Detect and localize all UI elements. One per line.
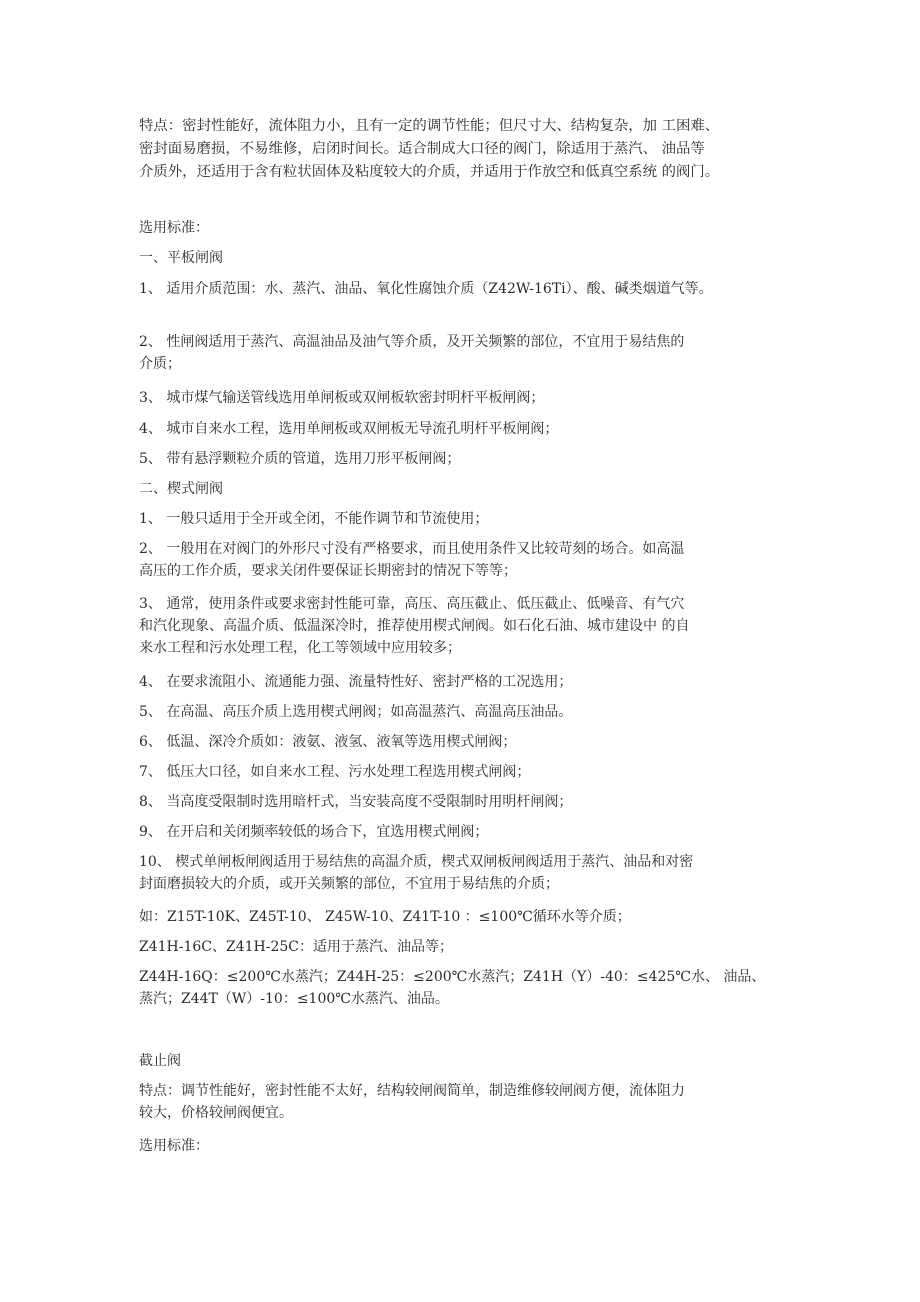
selection-heading: 选用标准： [139,220,209,236]
gate-valve-features [139,115,719,184]
model-line: 如：Z15T-10K、Z45T-10、 Z45W-10、Z41T-10 ：≤100℃循环水等介质； [139,909,631,925]
list-item: 4、 城市自来水工程，选用单闸板或双闸板无导流孔明杆平板闸阀； [139,421,559,437]
globe-valve-title: 截止阀 [139,1053,181,1069]
list-item: 2、 一般用在对阀门的外形尺寸没有严格要求，而且使用条件又比较苛刻的场合。如高温 高压的工作介质，要求关闭件要保证长期密封的情况下等等； [139,541,685,579]
list-item: 8、 当高度受限制时选用暗杆式，当安装高度不受限制时用明杆闸阀； [139,794,573,810]
paragraph-line: 特点：密封性能好，流体阻力小，且有一定的调节性能；但尺寸大、结构复杂，加 工困难、 [139,118,720,134]
list-item: 4、 在要求流阻小、流通能力强、流量特性好、密封严格的工况选用； [139,674,573,690]
paragraph-line: 介质外，还适用于含有粒状固体及粘度较大的介质，并适用于作放空和低真空系统 的阀门。 [139,164,720,180]
wedge-gate-heading: 二、楔式闸阀 [139,481,223,497]
list-item: 3、 城市煤气输送管线选用单闸板或双闸板软密封明杆平板闸阀； [139,390,545,406]
list-item: 7、 低压大口径，如自来水工程、污水处理工程选用楔式闸阀； [139,764,531,780]
list-item: 6、 低温、深冷介质如：液氨、液氢、液氧等选用楔式闸阀； [139,734,517,750]
list-item: 10、 楔式单闸板闸阀适用于易结焦的高温介质，楔式双闸板闸阀适用于蒸汽、油品和对密 封面磨损较大的介质，或开关频繁的部位，不宜用于易结焦的介质； [139,854,694,892]
globe-selection-heading: 选用标准： [139,1138,209,1154]
paragraph-line: 密封面易磨损，不易维修，启闭时间长。适合制成大口径的阀门，除适用于蒸汽、 油品等 [139,141,705,157]
globe-valve-features: 特点：调节性能好，密封性能不太好，结构较闸阀简单，制造维修较闸阀方便，流体阻力 较大，价格较闸阀便宜。 [139,1083,685,1121]
list-item: 1、 一般只适用于全开或全闭，不能作调节和节流使用； [139,511,489,527]
model-line: Z41H-16C、Z41H-25C：适用于蒸汽、油品等； [139,939,454,955]
list-item: 9、 在开启和关闭频率较低的场合下，宜选用楔式闸阀； [139,824,489,840]
list-item: 1、 适用介质范围：水、蒸汽、油品、氧化性腐蚀介质（Z42W-16Ti）、酸、碱类烟道气等。 [139,281,713,297]
list-item: 5、 在高温、高压介质上选用楔式闸阀；如高温蒸汽、高温高压油品。 [139,704,573,720]
model-line: Z44H-16Q：≤200℃水蒸汽；Z44H-25：≤200℃水蒸汽；Z41H（Y）-40：≤425℃水、 油品、 蒸汽；Z44T（W）-10：≤100℃水蒸汽、油品。 [139,969,766,1007]
flat-gate-heading: 一、平板闸阀 [139,250,223,266]
list-item: 2、 性闸阀适用于蒸汽、高温油品及油气等介质，及开关频繁的部位，不宜用于易结焦的 介质； [139,334,685,372]
list-item: 3、 通常，使用条件或要求密封性能可靠，高压、高压截止、低压截止、低噪音、有气穴 和汽化现象、高温介质、低温深冷时，推荐使用楔式闸阀。如石化石油、城市建设中 的自 来水工程和污水处理工程，化工等领域中应用较多； [139,596,690,656]
list-item: 5、 带有悬浮颗粒介质的管道，选用刀形平板闸阀； [139,451,461,467]
